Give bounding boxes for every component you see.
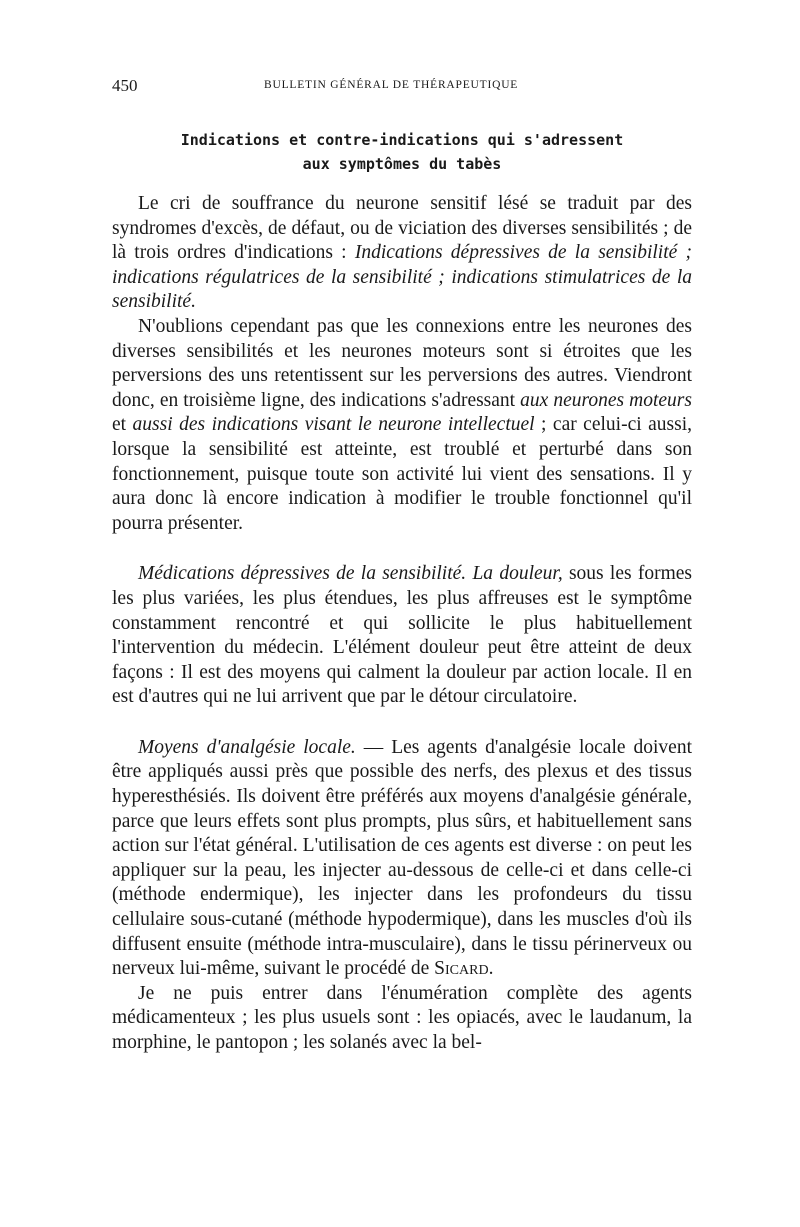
paragraph-medications (112, 562, 692, 710)
paragraph-analgesie-lead: Moyens d'analgésie locale. (138, 736, 356, 758)
section-title-line-2: aux symptômes du tabès (302, 155, 502, 173)
paragraph-connexions-text-1: N'oublions cependant pas que les connexions entre les neurones des diverses sensibilités et les neurones moteurs sont si étroites que les perversions des uns retentissent sur les perversions des autres. Viendront donc, en troisième ligne, des indications s'adressant (112, 315, 692, 411)
paragraph-agents-text: Je ne puis entrer dans l'énumération complète des agents médicamenteux ; les plus usuels sont : les opiacés, avec le laudanum, la morphine, le pantopon ; les solanés avec la bel- (112, 982, 692, 1053)
paragraph-analgesie-locale (112, 736, 692, 982)
paragraph-connexions-text-2: et (112, 414, 133, 436)
paragraph-intro (112, 192, 692, 315)
paragraph-connexions-emphasis-2: aussi des indications visant le neurone intellectuel (132, 414, 535, 436)
paragraph-medications-lead: Médications dépressives de la sensibilité. (138, 563, 467, 585)
author-name-sicard: Sicard (434, 958, 489, 980)
paragraph-connexions-text-3: ; car celui-ci aussi, lorsque la sensibilité est atteinte, est troublé et perturbé dans son fonctionnement, puisque toute son activité lui vient des sensations. Il y aura donc là encore indication à modifier le trouble fonctionnel qu'il pourra présenter. (112, 414, 692, 534)
paragraph-intro-text: Le cri de souffrance du neurone sensitif lésé se traduit par des syndromes d'excès, de défaut, ou de viciation des diverses sensibilités ; de là trois ordres d'indications : (112, 193, 692, 264)
page-number: 450 (112, 76, 138, 95)
section-title (112, 128, 692, 176)
journal-title: BULLETIN GÉNÉRAL DE THÉRAPEUTIQUE (264, 79, 519, 91)
paragraph-analgesie-text: — Les agents d'analgésie locale doivent être appliqués aussi près que possible des nerfs, des plexus et des tissus hyperesthésiés. Ils doivent être préférés aux moyens d'analgésie générale, parce que leurs effets sont plus prompts, plus sûrs, et habituellement sans action sur l'état général. L'utilisation de ces agents est diverse : on peut les appliquer sur la peau, les injecter au-dessous de celle-ci et dans celle-ci (méthode endermique), les injecter dans les profondeurs du tissu cellulaire sous-cutané (méthode hypodermique), dans les muscles d'où ils diffusent ensuite (méthode intra-musculaire), dans le tissu périnerveux ou nerveux lui-même, suivant le procédé de (112, 736, 692, 980)
paragraph-agents (112, 982, 692, 1056)
paragraph-medications-emphasis: La douleur, (472, 563, 563, 585)
paragraph-connexions (112, 315, 692, 536)
section-title-line-1: Indications et contre-indications qui s'adressent (180, 131, 624, 149)
paragraph-medications-text: sous les formes les plus variées, les plus étendues, les plus affreuses est le symptôme constamment rencontré et qui sollicite le plus habituellement l'intervention du médecin. L'élément douleur peut être atteint de deux façons : Il est des moyens qui calment la douleur par action locale. Il en est d'autres qui ne lui arrivent que par le détour circulatoire. (112, 563, 692, 708)
paragraph-connexions-emphasis-1: aux neurones moteurs (520, 389, 692, 411)
paragraph-analgesie-end: . (488, 958, 494, 980)
running-head (112, 76, 692, 100)
document-page (112, 76, 692, 1056)
paragraph-intro-emphasis: Indications dépressives de la sensibilité ; indications régulatrices de la sensibilité ; indications stimulatrices de la sensibilité. (112, 242, 692, 313)
